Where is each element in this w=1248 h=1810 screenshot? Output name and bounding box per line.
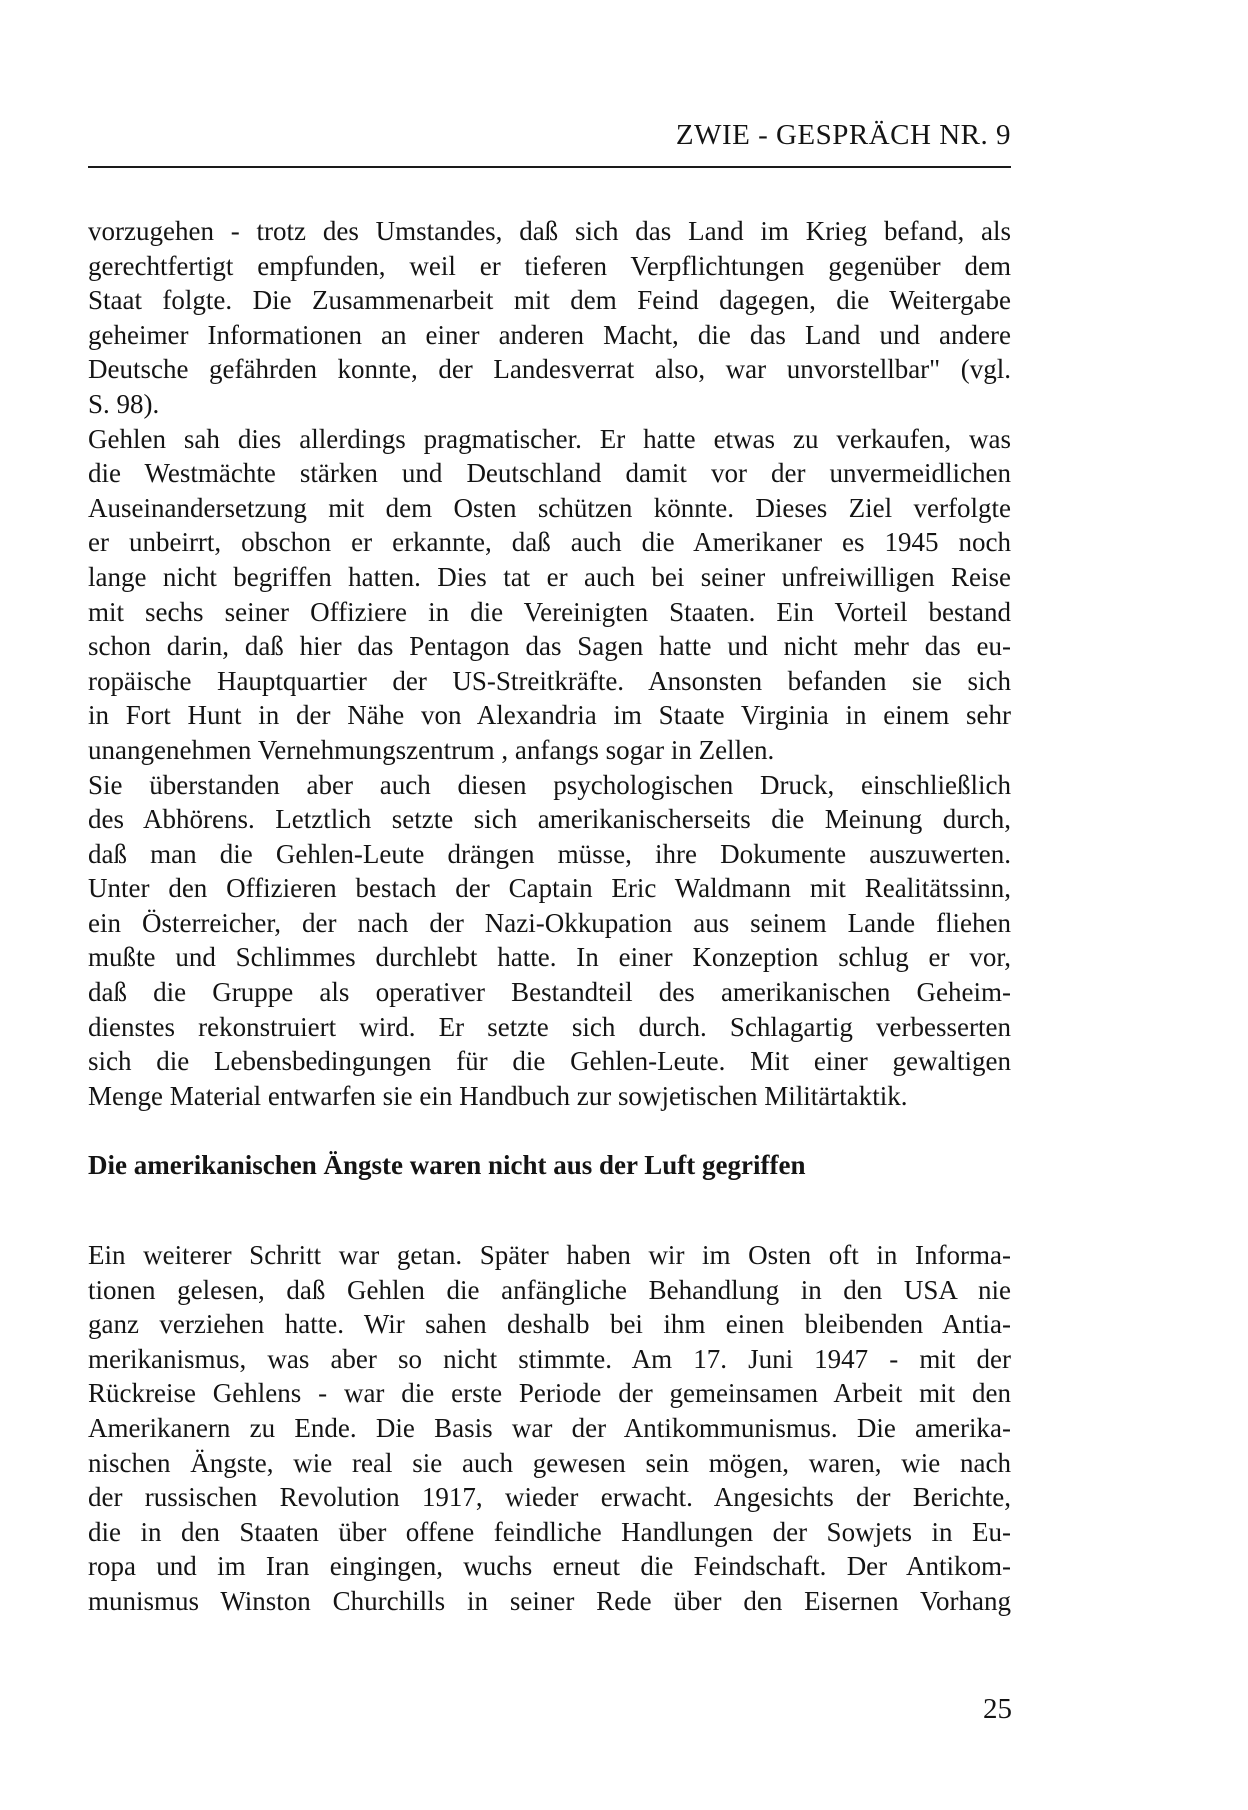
text-line: Auseinandersetzung mit dem Osten schützen könnte. Dieses Ziel verfolgte: [88, 492, 1011, 523]
text-line: sich die Lebensbedingungen für die Gehlen-Leute. Mit einer gewaltigen: [88, 1046, 1011, 1077]
text-line: er unbeirrt, obschon er erkannte, daß auch die Amerikaner es 1945 noch: [88, 527, 1011, 558]
text-line: munismus Winston Churchills in seiner Rede über den Eisernen Vorhang: [88, 1585, 1011, 1616]
text-line: in Fort Hunt in der Nähe von Alexandria im Staate Virginia in einem sehr: [88, 700, 1011, 731]
text-line: ganz verziehen hatte. Wir sahen deshalb bei ihm einen bleibenden Antia-: [88, 1309, 1011, 1340]
text-line: tionen gelesen, daß Gehlen die anfängliche Behandlung in den USA nie: [88, 1274, 1011, 1305]
text-line: Unter den Offizieren bestach der Captain Eric Waldmann mit Realitätssinn,: [88, 873, 1011, 904]
text-line: Staat folgte. Die Zusammenarbeit mit dem Feind dagegen, die Weitergabe: [88, 285, 1011, 316]
text-line: Sie überstanden aber auch diesen psychologischen Druck, einschließlich: [88, 769, 1011, 800]
body-text-top: [88, 214, 1011, 1113]
text-line: Rückreise Gehlens - war die erste Periode der gemeinsamen Arbeit mit den: [88, 1378, 1011, 1409]
text-line: mit sechs seiner Offiziere in die Vereinigten Staaten. Ein Vorteil bestand: [88, 596, 1011, 627]
page-number: 25: [983, 1693, 1012, 1725]
text-line: lange nicht begriffen hatten. Dies tat er auch bei seiner unfreiwilligen Reise: [88, 561, 1011, 592]
text-line: des Abhörens. Letztlich setzte sich amerikanischerseits die Meinung durch,: [88, 804, 1011, 835]
text-line: gerechtfertigt empfunden, weil er tieferen Verpflichtungen gegenüber dem: [88, 250, 1011, 281]
text-line: Menge Material entwarfen sie ein Handbuch zur sowjetischen Militärtaktik.: [88, 1080, 908, 1111]
text-line: die in den Staaten über offene feindliche Handlungen der Sowjets in Eu-: [88, 1516, 1011, 1547]
text-line: die Westmächte stärken und Deutschland damit vor der unvermeidlichen: [88, 458, 1011, 489]
text-line: geheimer Informationen an einer anderen Macht, die das Land und andere: [88, 319, 1011, 350]
text-line: nischen Ängste, wie real sie auch gewesen sein mögen, waren, wie nach: [88, 1447, 1011, 1478]
running-header-title: ZWIE - GESPRÄCH NR. 9: [675, 119, 1011, 151]
text-line: dienstes rekonstruiert wird. Er setzte sich durch. Schlagartig verbesserten: [88, 1011, 1011, 1042]
text-line: schon darin, daß hier das Pentagon das Sagen hatte und nicht mehr das eu-: [88, 631, 1011, 662]
text-line: daß man die Gehlen-Leute drängen müsse, ihre Dokumente auszuwerten.: [88, 838, 1011, 869]
text-line: Amerikanern zu Ende. Die Basis war der Antikommunismus. Die amerika-: [88, 1412, 1011, 1443]
text-line: der russischen Revolution 1917, wieder erwacht. Angesichts der Berichte,: [88, 1482, 1011, 1513]
section-heading: Die amerikanischen Ängste waren nicht aus der Luft gegriffen: [88, 1150, 806, 1180]
text-line: merikanismus, was aber so nicht stimmte. Am 17. Juni 1947 - mit der: [88, 1343, 1011, 1374]
text-line: S. 98).: [88, 388, 160, 419]
text-line: daß die Gruppe als operativer Bestandteil des amerikanischen Geheim-: [88, 977, 1011, 1008]
body-text-bottom: [88, 1238, 1011, 1619]
text-line: unangenehmen Vernehmungszentrum , anfangs sogar in Zellen.: [88, 734, 775, 765]
text-line: vorzugehen - trotz des Umstandes, daß sich das Land im Krieg befand, als: [88, 216, 1011, 246]
text-line: Gehlen sah dies allerdings pragmatischer. Er hatte etwas zu verkaufen, was: [88, 423, 1011, 454]
text-line: ein Österreicher, der nach der Nazi-Okkupation aus seinem Lande fliehen: [88, 907, 1011, 938]
text-line: Deutsche gefährden konnte, der Landesverrat also, war unvorstellbar" (vgl.: [88, 354, 1011, 385]
running-header: [88, 118, 1011, 168]
text-line: Ein weiterer Schritt war getan. Später haben wir im Osten oft in Informa-: [88, 1240, 1011, 1270]
text-line: ropäische Hauptquartier der US-Streitkräfte. Ansonsten befanden sie sich: [88, 665, 1011, 696]
text-line: mußte und Schlimmes durchlebt hatte. In einer Konzeption schlug er vor,: [88, 942, 1011, 973]
text-line: ropa und im Iran eingingen, wuchs erneut die Feindschaft. Der Antikom-: [88, 1551, 1011, 1582]
